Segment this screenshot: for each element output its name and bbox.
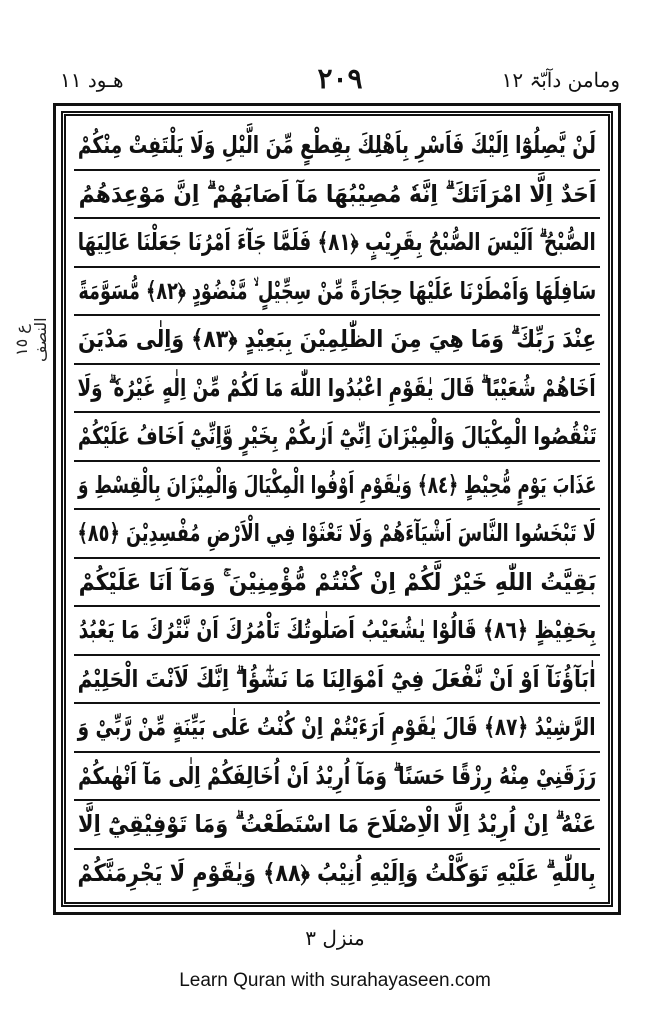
verse-line-text: بَقِيَّتُ اللّٰهِ خَيْرٌ لَّكُمْ اِنْ كُنْتُمْ مُّؤْمِنِيْنَ ۚ وَمَآ اَنَا عَلَيْكُمْ: [78, 567, 596, 596]
verse-line: [74, 607, 600, 656]
verse-line: [74, 850, 600, 897]
footer-credit: Learn Quran with surahayaseen.com: [179, 970, 491, 991]
verse-line-text: بِاللّٰهِ ۗ عَلَيْهِ تَوَكَّلْتُ وَاِلَيْهِ اُنِيْبُ ﴿٨٨﴾ وَيٰقَوْمِ لَا يَجْرِمَنَّكُمْ: [77, 858, 597, 887]
verse-line: [74, 462, 600, 511]
verse-line: [74, 704, 600, 753]
surah-name: ھـود ۱۱: [60, 68, 124, 92]
ruku-marker: ع ١٥ النصف: [12, 317, 50, 363]
verse-line: [74, 510, 600, 559]
verse-line: [74, 753, 600, 802]
text-frame-inner: [61, 111, 613, 907]
verse-line: [74, 801, 600, 850]
verse-line: [74, 559, 600, 608]
verse-line-text: الصُّبْحُ ۗ اَلَيْسَ الصُّبْحُ بِقَرِيْبٍ ﴿٨١﴾ فَلَمَّا جَآءَ اَمْرُنَا جَعَلْنَا عَالِيَهَا: [78, 228, 596, 257]
verse-line: [74, 316, 600, 365]
verse-line: [74, 219, 600, 268]
verse-line: [74, 268, 600, 317]
verse-line-text: بِحَفِيْظٍ ﴿٨٦﴾ قَالُوْا يٰشُعَيْبُ اَصَلٰوتُكَ تَاْمُرُكَ اَنْ نَّتْرُكَ مَا يَعْبُدُ: [78, 616, 596, 645]
verse-line-text: رَزَقَنِيْ مِنْهُ رِزْقًا حَسَنًا ۗ وَمَآ اُرِيْدُ اَنْ اُخَالِفَكُمْ اِلٰى مَآ اَنْهٰىكُمْ: [77, 761, 597, 790]
manzil-label: منزل ۳: [305, 926, 365, 950]
verse-line-text: سَافِلَهَا وَاَمْطَرْنَا عَلَيْهَا حِجَارَةً مِّنْ سِجِّيْلٍ ۙ مَّنْضُوْدٍ ﴿٨٢﴾ مُّسَوَّمَةً: [78, 276, 596, 305]
verse-line-text: عَذَابَ يَوْمٍ مُّحِيْطٍ ﴿٨٤﴾ وَيٰقَوْمِ اَوْفُوا الْمِكْيَالَ وَالْمِيْزَانَ بِالْقِسْطِ وَ: [77, 470, 597, 499]
verse-line-text: لَا تَبْخَسُوا النَّاسَ اَشْيَآءَهُمْ وَلَا تَعْثَوْا فِي الْاَرْضِ مُفْسِدِيْنَ ﴿٨٥﴾: [77, 519, 597, 548]
verse-line: [74, 413, 600, 462]
verse-line-text: اَحَدٌ اِلَّا امْرَاَتَكَ ۗ اِنَّهٗ مُصِيْبُهَا مَآ اَصَابَهُمْ ۗ اِنَّ مَوْعِدَهُمُ: [78, 179, 596, 208]
verse-line-text: اٰبَآؤُنَآ اَوْ اَنْ نَّفْعَلَ فِيْٓ اَمْوَالِنَا مَا نَشٰٓؤُا ۗ اِنَّكَ لَاَنْتَ الْحَلِيْمُ: [77, 664, 597, 693]
verse-line-text: عَنْهُ ۗ اِنْ اُرِيْدُ اِلَّا الْاِصْلَاحَ مَا اسْتَطَعْتُ ۗ وَمَا تَوْفِيْقِيْٓ اِلَّا: [77, 810, 597, 839]
verse-line-text: عِنْدَ رَبِّكَ ۗ وَمَا هِيَ مِنَ الظّٰلِمِيْنَ بِبَعِيْدٍ ﴿٨٣﴾ وَاِلٰى مَدْيَنَ: [77, 325, 597, 354]
verse-line-text: اَخَاهُمْ شُعَيْبًا ۗ قَالَ يٰقَوْمِ اعْبُدُوا اللّٰهَ مَا لَكُمْ مِّنْ اِلٰهٍ غَيْرُهٗ ۗ وَلَا: [77, 373, 597, 402]
page-number: ۲۰۹: [317, 62, 363, 95]
verse-line-text: الرَّشِيْدُ ﴿٨٧﴾ قَالَ يٰقَوْمِ اَرَءَيْتُمْ اِنْ كُنْتُ عَلٰى بَيِّنَةٍ مِّنْ رَّبِّيْ وَ: [78, 713, 596, 742]
verse-line-text: تَنْقُصُوا الْمِكْيَالَ وَالْمِيْزَانَ اِنِّيْٓ اَرٰىكُمْ بِخَيْرٍ وَّاِنِّيْٓ اَخَافُ عَلَيْكُمْ: [77, 422, 597, 451]
verse-line: [74, 365, 600, 414]
verse-line: [74, 122, 600, 171]
verse-line: [74, 171, 600, 220]
verse-lines: [74, 122, 600, 896]
verse-line-text: لَنْ يَّصِلُوْٓا اِلَيْكَ فَاَسْرِ بِاَهْلِكَ بِقِطْعٍ مِّنَ الَّيْلِ وَلَا يَلْتَفِتْ مِنْكُمْ: [78, 131, 596, 160]
text-frame: [53, 103, 621, 915]
juz-name: ومامن دآبّۃ ۱۲: [501, 68, 620, 92]
verse-line: [74, 656, 600, 705]
page-header: [60, 60, 620, 100]
